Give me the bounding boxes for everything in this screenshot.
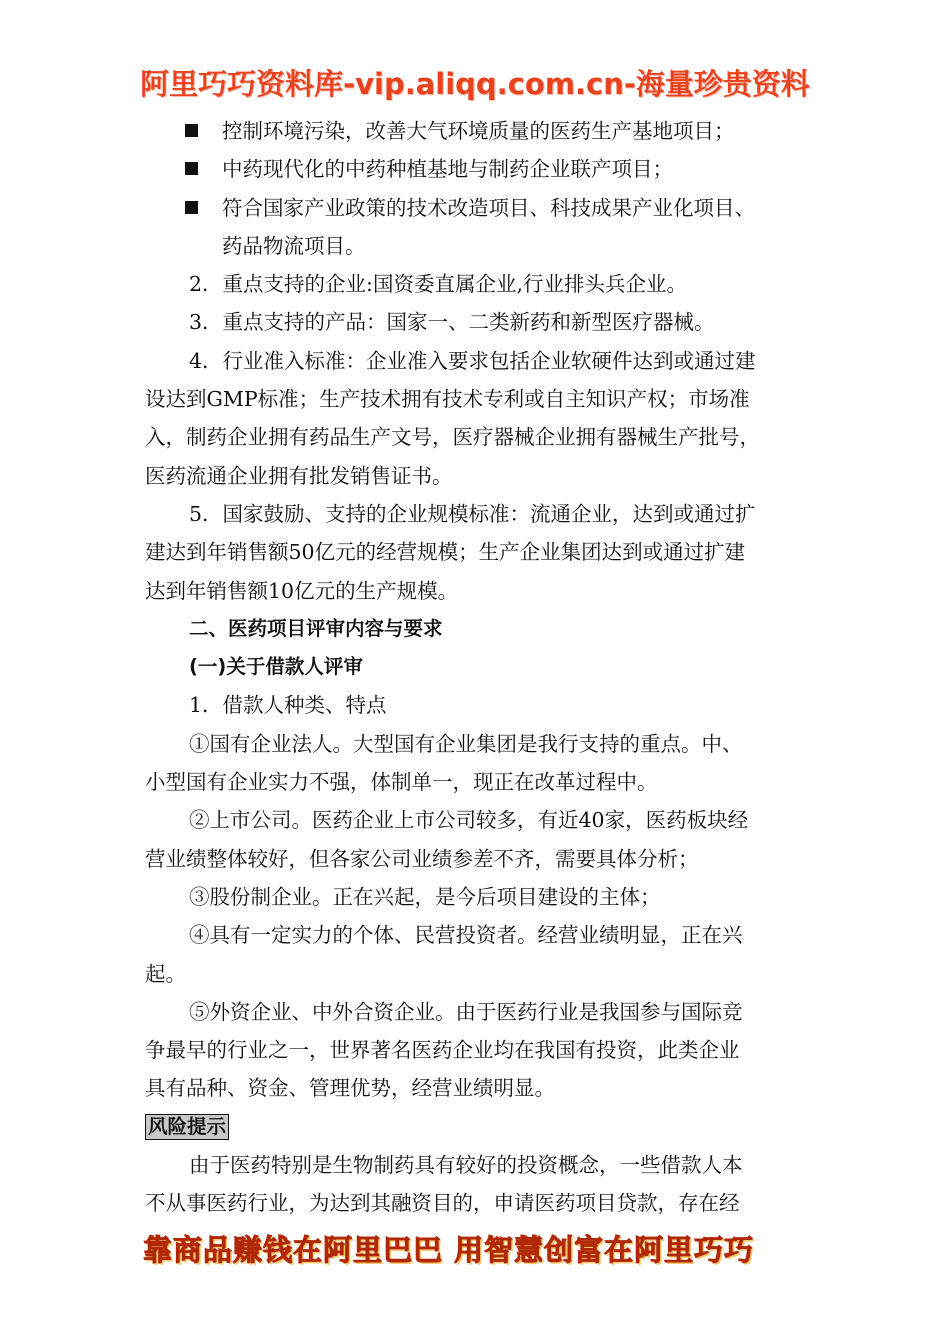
paragraph-item-2: 2．重点支持的企业:国资委直属企业,行业排头兵企业。 bbox=[189, 272, 687, 297]
risk-text-line-1: 由于医药特别是生物制药具有较好的投资概念，一些借款人本 bbox=[189, 1153, 743, 1178]
category-5-line-1: ⑤外资企业、中外合资企业。由于医药行业是我国参与国际竞 bbox=[189, 999, 743, 1024]
paragraph-item-3: 3．重点支持的产品：国家一、二类新药和新型医疗器械。 bbox=[189, 310, 715, 335]
subsection-heading: (一)关于借款人评审 bbox=[189, 655, 363, 679]
category-2-line-2: 营业绩整体较好，但各家公司业绩参差不齐，需要具体分析； bbox=[145, 846, 699, 871]
risk-tag-row bbox=[145, 1108, 813, 1146]
category-4-line-2: 起。 bbox=[145, 961, 186, 986]
square-bullet-icon bbox=[185, 201, 198, 214]
paragraph-item-4-line-3: 入，制药企业拥有药品生产文号，医疗器械企业拥有器械生产批号， bbox=[145, 425, 760, 450]
bullet-item-2: 中药现代化的中药种植基地与制药企业联产项目； bbox=[145, 150, 813, 188]
category-3: ③股份制企业。正在兴起，是今后项目建设的主体； bbox=[189, 884, 661, 909]
paragraph-item-5-line-3: 达到年销售额10亿元的生产规模。 bbox=[145, 578, 459, 603]
square-bullet-icon bbox=[185, 162, 198, 175]
category-1-line-2: 小型国有企业实力不强，体制单一，现正在改革过程中。 bbox=[145, 770, 658, 795]
category-4-line-1: ④具有一定实力的个体、民营投资者。经营业绩明显，正在兴 bbox=[189, 923, 743, 948]
bullet-item-1: 控制环境污染，改善大气环境质量的医药生产基地项目； bbox=[145, 112, 813, 150]
bullet-item-3-continuation: 药品物流项目。 bbox=[222, 233, 366, 258]
document-body bbox=[145, 112, 813, 1223]
paragraph-item-4-line-2: 设达到GMP标准；生产技术拥有技术专利或自主知识产权；市场准 bbox=[145, 387, 750, 412]
subsection-item-1: 1．借款人种类、特点 bbox=[189, 693, 387, 718]
bullet-item-3: 符合国家产业政策的技术改造项目、科技成果产业化项目、 bbox=[145, 189, 813, 227]
category-1-line-1: ①国有企业法人。大型国有企业集团是我行支持的重点。中、 bbox=[189, 731, 743, 756]
paragraph-item-5-line-2: 建达到年销售额50亿元的经营规模；生产企业集团达到或通过扩建 bbox=[145, 540, 746, 565]
paragraph-item-4-line-4: 医药流通企业拥有批发销售证书。 bbox=[145, 463, 453, 488]
risk-text-line-2: 不从事医药行业，为达到其融资目的，申请医药项目贷款，存在经 bbox=[145, 1191, 740, 1216]
section-heading: 二、医药项目评审内容与要求 bbox=[189, 616, 443, 640]
square-bullet-icon bbox=[185, 124, 198, 137]
category-5-line-3: 具有品种、资金、管理优势，经营业绩明显。 bbox=[145, 1076, 555, 1101]
category-2-line-1: ②上市公司。医药企业上市公司较多，有近40家，医药板块经 bbox=[189, 808, 749, 833]
footer-watermark-banner: 靠商品赚钱在阿里巴巴 用智慧创富在阿里巧巧 bbox=[143, 1233, 755, 1267]
paragraph-item-4-line-1: 4．行业准入标准：企业准入要求包括企业软硬件达到或通过建 bbox=[189, 348, 756, 373]
category-5-line-2: 争最早的行业之一，世界著名医药企业均在我国有投资，此类企业 bbox=[145, 1038, 740, 1063]
header-watermark-banner: 阿里巧巧资料库-vip.aliqq.com.cn-海量珍贵资料 bbox=[140, 67, 810, 101]
risk-tag: 风险提示 bbox=[145, 1114, 229, 1140]
paragraph-item-5-line-1: 5．国家鼓励、支持的企业规模标准：流通企业，达到或通过扩 bbox=[189, 501, 756, 526]
